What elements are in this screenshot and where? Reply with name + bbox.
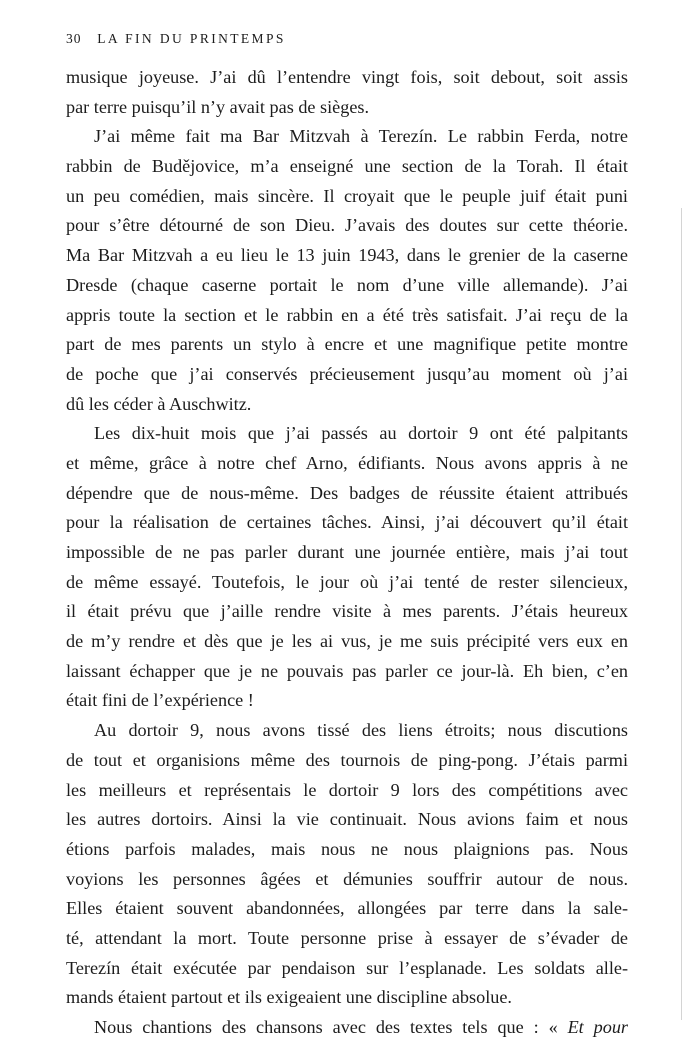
text-line (66, 122, 628, 152)
text-line-content: laissant échapper que je ne pouvais pas parler ce jour-là. Eh bien, c’en (66, 660, 628, 681)
text-line (66, 686, 628, 716)
text-line-content: de même essayé. Toutefois, le jour où j’ai tenté de rester silencieux, (66, 571, 628, 592)
text-line-content: et même, grâce à notre chef Arno, édifiants. Nous avons appris à ne (66, 452, 628, 473)
text-line (66, 924, 628, 954)
text-line (66, 449, 628, 479)
text-line (66, 479, 628, 509)
text-line-content: J’ai même fait ma Bar Mitzvah à Terezín. Le rabbin Ferda, notre (94, 126, 628, 147)
text-line (66, 152, 628, 182)
text-line-content: rabbin de Budějovice, m’a enseigné une section de la Torah. Il était (66, 156, 628, 177)
text-line-content: étions parfois malades, mais nous ne nous plaignions pas. Nous (66, 838, 628, 859)
text-line-content: té, attendant la mort. Toute personne prise à essayer de s’évader de (66, 927, 628, 948)
text-line-content: de tout et organisions même des tournois de ping-pong. J’étais parmi (66, 749, 628, 770)
text-line (66, 301, 628, 331)
text-line (66, 716, 628, 746)
page-number: 30 (66, 31, 82, 46)
text-line-content: Au dortoir 9, nous avons tissé des liens étroits; nous discutions (94, 720, 628, 741)
text-line (66, 182, 628, 212)
text-line-content: pour la réalisation de certaines tâches. Ainsi, j’ai découvert qu’il était (66, 512, 628, 533)
text-line (66, 746, 628, 776)
text-line (66, 1013, 628, 1043)
text-line-content: Dresde (chaque caserne portait le nom d’une ville allemande). J’ai (66, 274, 628, 295)
text-line-content: dû les céder à Auschwitz. (66, 393, 252, 414)
text-line-content: les autres dortoirs. Ainsi la vie continuait. Nous avions faim et nous (66, 809, 628, 830)
text-line (66, 63, 628, 93)
text-line (66, 241, 628, 271)
running-header (66, 31, 286, 47)
text-line (66, 894, 628, 924)
text-line (66, 983, 628, 1013)
text-line (66, 865, 628, 895)
text-line (66, 330, 628, 360)
text-line (66, 508, 628, 538)
text-line-content: appris toute la section et le rabbin en a été très satisfait. J’ai reçu de la (66, 304, 628, 325)
text-line (66, 657, 628, 687)
text-line (66, 805, 628, 835)
text-line (66, 271, 628, 301)
text-line-content: était fini de l’expérience ! (66, 690, 254, 711)
margin-rule (681, 208, 682, 1020)
text-line (66, 954, 628, 984)
text-line-content: impossible de ne pas parler durant une journée entière, mais j’ai tout (66, 542, 628, 562)
text-line-content: Elles étaient souvent abandonnées, allongées par terre dans la sale- (66, 898, 628, 919)
text-line (66, 568, 628, 598)
text-line-content: les meilleurs et représentais le dortoir 9 lors des compétitions avec (66, 779, 628, 800)
text-line (66, 627, 628, 657)
text-line-content: musique joyeuse. J’ai dû l’entendre vingt fois, soit debout, soit assis (66, 67, 628, 87)
text-line-content: Nous chantions des chansons avec des textes tels que : « (94, 1017, 568, 1037)
text-line-content: part de mes parents un stylo à encre et une magnifique petite montre (66, 334, 628, 355)
text-line (66, 93, 628, 123)
text-line-content: de m’y rendre et dès que je les ai vus, je me suis précipité vers eux en (66, 631, 628, 652)
running-title: LA FIN DU PRINTEMPS (97, 31, 286, 46)
text-line-content: par terre puisqu’il n’y avait pas de sièges. (66, 96, 370, 117)
text-line-content: pour s’être détourné de son Dieu. J’avais des doutes sur cette théorie. (66, 215, 628, 236)
text-line-content: il était prévu que j’aille rendre visite à mes parents. J’étais heureux (66, 601, 628, 622)
text-line (66, 419, 628, 449)
text-line-content: de poche que j’ai conservés précieusement jusqu’au moment où j’ai (66, 363, 628, 384)
text-line-content: un peu comédien, mais sincère. Il croyait que le peuple juif était puni (66, 185, 628, 206)
text-line-content: voyions les personnes âgées et démunies souffrir autour de nous. (66, 868, 628, 889)
body-text (66, 63, 628, 1043)
text-line (66, 597, 628, 627)
text-line (66, 835, 628, 865)
text-line-content: Les dix-huit mois que j’ai passés au dortoir 9 ont été palpitants (94, 423, 628, 444)
text-line (66, 776, 628, 806)
text-line (66, 360, 628, 390)
text-line-content: Terezín était exécutée par pendaison sur l’esplanade. Les soldats alle- (66, 957, 628, 978)
text-line-content: Ma Bar Mitzvah a eu lieu le 13 juin 1943, dans le grenier de la caserne (66, 245, 628, 266)
text-line-content: dépendre que de nous-même. Des badges de réussite étaient attribués (66, 482, 628, 503)
italic-quote: Et pour (567, 1017, 628, 1037)
text-line (66, 538, 628, 568)
text-line-content: mands étaient partout et ils exigeaient une discipline absolue. (66, 987, 512, 1008)
text-line (66, 390, 628, 420)
text-line (66, 211, 628, 241)
